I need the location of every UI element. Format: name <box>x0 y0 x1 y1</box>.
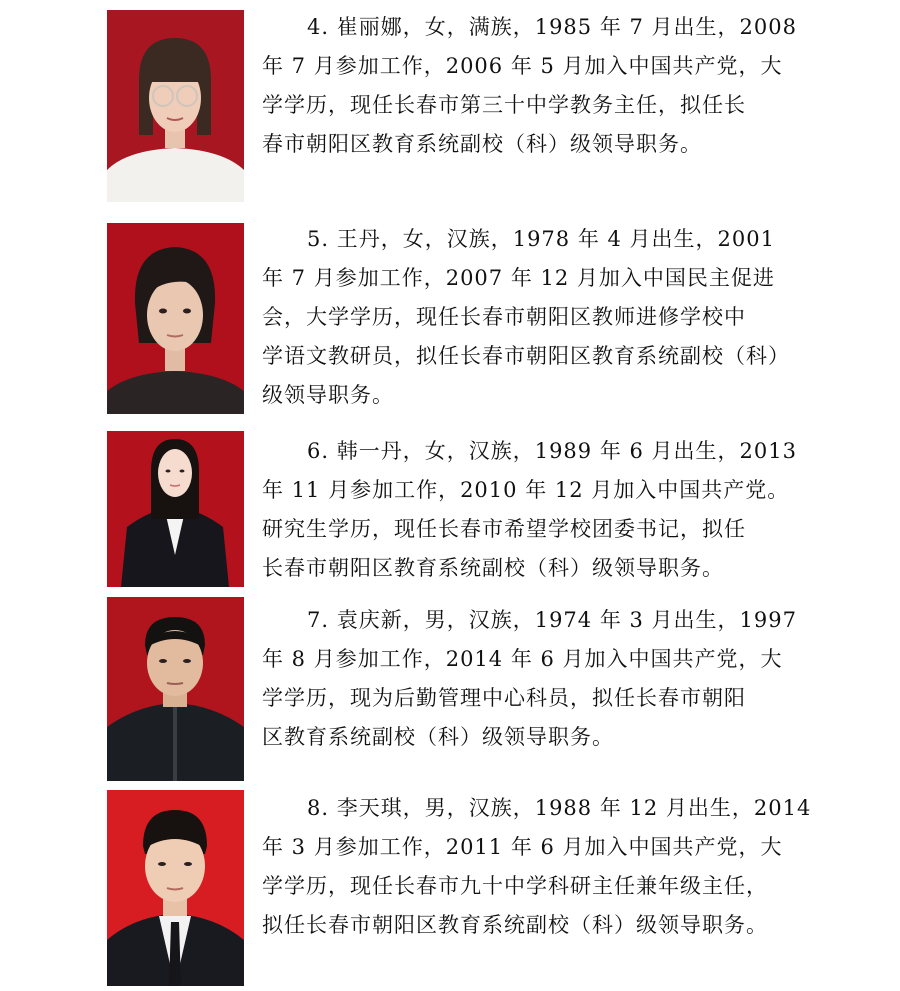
bio-line: 年 3 月参加工作，2011 年 6 月加入中国共产党，大 <box>262 835 783 859</box>
bio-line: 区教育系统副校（科）级领导职务。 <box>262 725 614 749</box>
bio-line: 6. 韩一丹，女，汉族，1989 年 6 月出生，2013 <box>307 439 797 463</box>
portrait-photo-6 <box>107 431 244 587</box>
portrait-photo-4 <box>107 10 244 202</box>
bio-line: 长春市朝阳区教育系统副校（科）级领导职务。 <box>262 556 724 580</box>
portrait-photo-7 <box>107 597 244 781</box>
bio-entry-5 <box>262 220 798 415</box>
bio-line: 7. 袁庆新，男，汉族，1974 年 3 月出生，1997 <box>307 608 797 632</box>
bio-line: 拟任长春市朝阳区教育系统副校（科）级领导职务。 <box>262 913 768 937</box>
portrait-photo-5 <box>107 223 244 414</box>
bio-line: 级领导职务。 <box>262 383 394 407</box>
bio-line: 会，大学学历，现任长春市朝阳区教师进修学校中 <box>262 305 746 329</box>
portrait-photo-8 <box>107 790 244 986</box>
bio-entry-8 <box>262 789 812 945</box>
bio-line: 研究生学历，现任长春市希望学校团委书记，拟任 <box>262 517 746 541</box>
bio-line: 年 11 月参加工作，2010 年 12 月加入中国共产党。 <box>262 478 790 502</box>
bio-line: 年 7 月参加工作，2006 年 5 月加入中国共产党，大 <box>262 54 783 78</box>
bio-line: 8. 李天琪，男，汉族，1988 年 12 月出生，2014 <box>307 796 812 820</box>
bio-entry-6 <box>262 432 798 588</box>
bio-entry-7 <box>262 601 798 757</box>
bio-line: 4. 崔丽娜，女，满族，1985 年 7 月出生，2008 <box>307 15 797 39</box>
bio-line: 学语文教研员，拟任长春市朝阳区教育系统副校（科） <box>262 344 790 368</box>
bio-line: 学学历，现任长春市九十中学科研主任兼年级主任， <box>262 874 768 898</box>
bio-line: 年 7 月参加工作，2007 年 12 月加入中国民主促进 <box>262 266 775 290</box>
bio-entry-4 <box>262 8 798 164</box>
bio-line: 学学历，现任长春市第三十中学教务主任，拟任长 <box>262 93 746 117</box>
bio-line: 学学历，现为后勤管理中心科员，拟任长春市朝阳 <box>262 686 746 710</box>
bio-line: 春市朝阳区教育系统副校（科）级领导职务。 <box>262 132 702 156</box>
bio-line: 年 8 月参加工作，2014 年 6 月加入中国共产党，大 <box>262 647 783 671</box>
bio-line: 5. 王丹，女，汉族，1978 年 4 月出生，2001 <box>307 227 775 251</box>
